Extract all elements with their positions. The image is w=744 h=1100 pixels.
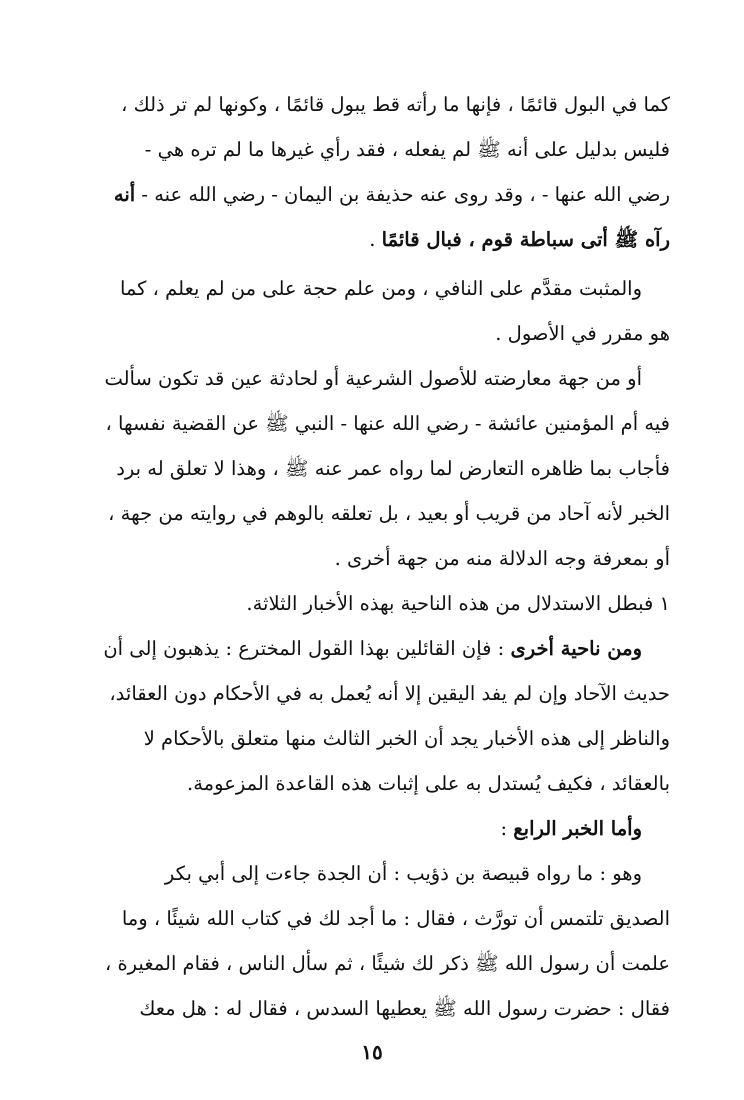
text-line-13 [74,626,670,671]
text-line-8: فيه أم المؤمنين عائشة - رضي الله عنها - النبي ﷺ عن القضية نفسها ، [105,412,670,435]
text-line-12: ١ فبطل الاستدلال من هذه الناحية بهذه الأخبار الثلاثة. [246,592,670,615]
text-line-2: فليس بدليل على أنه ﷺ لم يفعله ، فقد رأي غيرها ما لم تره هي - [144,138,670,161]
text-line-18: وهو : ما رواه قبيصة بن ذؤيب : أن الجدة جاءت إلى أبي بكر [164,862,642,885]
section-heading-fourth-report: وأما الخبر الرابع [513,817,642,840]
hadith-quote-bold: رآه ﷺ أتى سباطة قوم ، فبال قائمًا [381,228,670,251]
text-line-19: الصديق تلتمس أن تورَّث ، فقال : ما أجد لك في كتاب الله شيئًا ، وما [121,907,670,930]
text-line-17-rest: : [500,817,514,840]
text-line-7: أو من جهة معارضته للأصول الشرعية أو لحادثة عين قد تكون سألت [104,367,642,390]
text-line-13-rest: : فإن القائلين بهذا القول المخترع : يذهبون إلى أن [103,637,511,660]
page-number: ١٥ [361,1040,383,1064]
body-text [74,82,670,1031]
text-line-4 [74,217,670,262]
text-line-10: الخبر لأنه آحاد من قريب أو بعيد ، بل تعلقه بالوهم في روايته من جهة ، [108,502,670,525]
text-line-11: أو بمعرفة وجه الدلالة منه من جهة أخرى . [334,547,670,570]
text-line-1: كما في البول قائمًا ، فإنها ما رأته قط يبول قائمًا ، وكونها لم تر ذلك ، [121,93,670,116]
text-line-4-end: . [369,228,382,251]
text-line-3 [74,172,670,217]
text-line-3-main: رضي الله عنها - ، وقد روى عنه حذيفة بن اليمان - رضي الله عنه - [135,183,670,206]
text-line-21: فقال : حضرت رسول الله ﷺ يعطيها السدس ، فقال له : هل معك [139,997,670,1020]
text-line-5: والمثبت مقدَّم على النافي ، ومن علم حجة على من لم يعلم ، كما [119,277,642,300]
text-line-15: والناظر إلى هذه الأخبار يجد أن الخبر الثالث منها متعلق بالأحكام لا [143,727,670,750]
text-line-16: بالعقائد ، فكيف يُستدل به على إثبات هذه القاعدة المزعومة. [187,772,670,795]
text-line-9: فأجاب بما ظاهره التعارض لما رواه عمر عنه ﷺ ، وهذا لا تعلق له برد [116,457,670,480]
section-heading-other-aspect: ومن ناحية أخرى [510,637,642,660]
text-line-20: علمت أن رسول الله ﷺ ذكر لك شيئًا ، ثم سأل الناس ، فقام المغيرة ، [104,952,670,975]
text-line-17 [74,806,670,851]
text-line-3-bold: أنه [113,183,136,206]
text-line-14: حديث الآحاد وإن لم يفد اليقين إلا أنه يُعمل به في الأحكام دون العقائد، [109,682,670,705]
text-line-6: هو مقرر في الأصول . [495,322,670,345]
